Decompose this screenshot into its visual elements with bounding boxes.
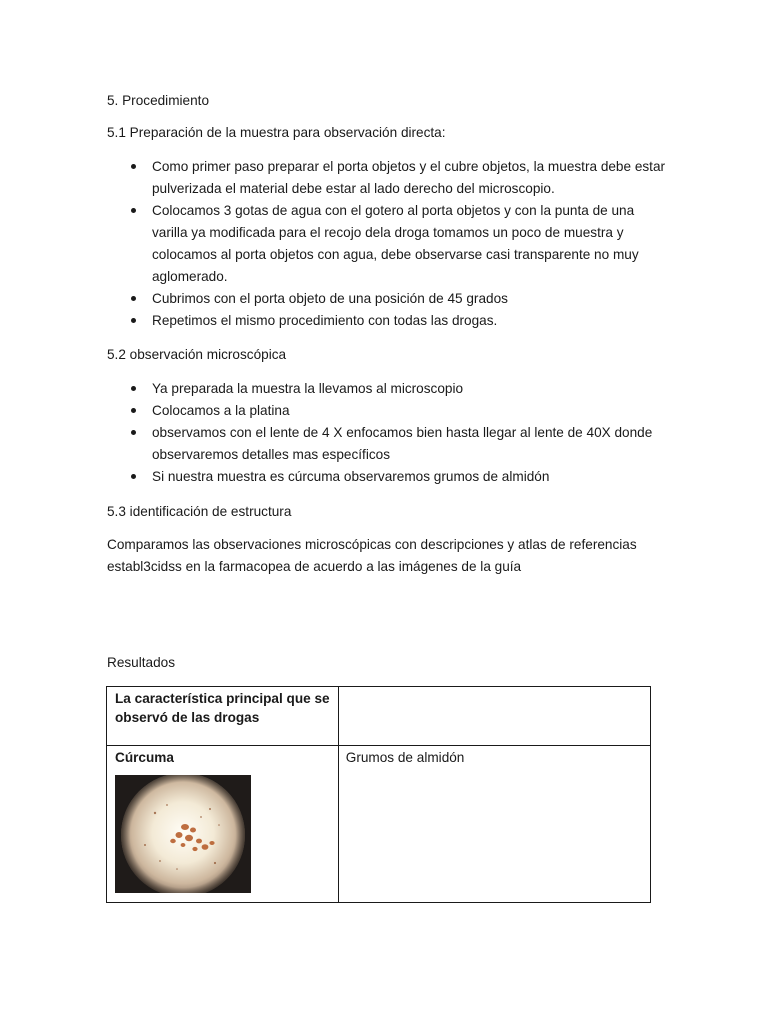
list-item: observamos con el lente de 4 X enfocamos bien hasta llegar al lente de 40X donde observaremos detalles mas específicos <box>107 422 667 466</box>
header-empty <box>339 687 650 691</box>
results-table <box>106 686 651 903</box>
list-item: Colocamos 3 gotas de agua con el gotero al porta objetos y con la punta de una varilla ya modificada para el recojo dela droga tomamos un poco de muestra y colocamos al porta objetos con agua, debe observarse casi transparente no muy aglomerado. <box>107 200 667 288</box>
drug-name: Cúrcuma <box>115 750 174 765</box>
subsection-3-title: 5.3 identificación de estructura <box>107 504 292 519</box>
table-header-row <box>107 687 651 746</box>
section-title: 5. Procedimiento <box>107 93 210 108</box>
subsection-2-list <box>107 378 667 488</box>
list-item: Si nuestra muestra es cúrcuma observaremos grumos de almidón <box>107 466 667 488</box>
subsection-1-title: 5.1 Preparación de la muestra para observación directa: <box>107 125 446 140</box>
subsection-1-list <box>107 156 667 332</box>
list-item: Cubrimos con el porta objeto de una posición de 45 grados <box>107 288 667 310</box>
list-item: Colocamos a la platina <box>107 400 667 422</box>
observation-text: Grumos de almidón <box>345 750 465 765</box>
list-item: Como primer paso preparar el porta objetos y el cubre objetos, la muestra debe estar pulverizada el material debe estar al lado derecho del microscopio. <box>107 156 667 200</box>
header-characteristic: La característica principal que se observó de las drogas <box>115 691 330 725</box>
results-title: Resultados <box>107 655 176 670</box>
micrograph-svg <box>115 775 251 893</box>
subsection-3-paragraph: Comparamos las observaciones microscópicas con descripciones y atlas de referencias establ3cidss en la farmacopea de acuerdo a las imágenes de la guía <box>107 537 637 574</box>
micrograph-image <box>115 775 251 893</box>
list-item: Ya preparada la muestra la llevamos al microscopio <box>107 378 667 400</box>
table-row <box>107 746 651 903</box>
list-item: Repetimos el mismo procedimiento con todas las drogas. <box>107 310 667 332</box>
subsection-2-title: 5.2 observación microscópica <box>107 347 287 362</box>
